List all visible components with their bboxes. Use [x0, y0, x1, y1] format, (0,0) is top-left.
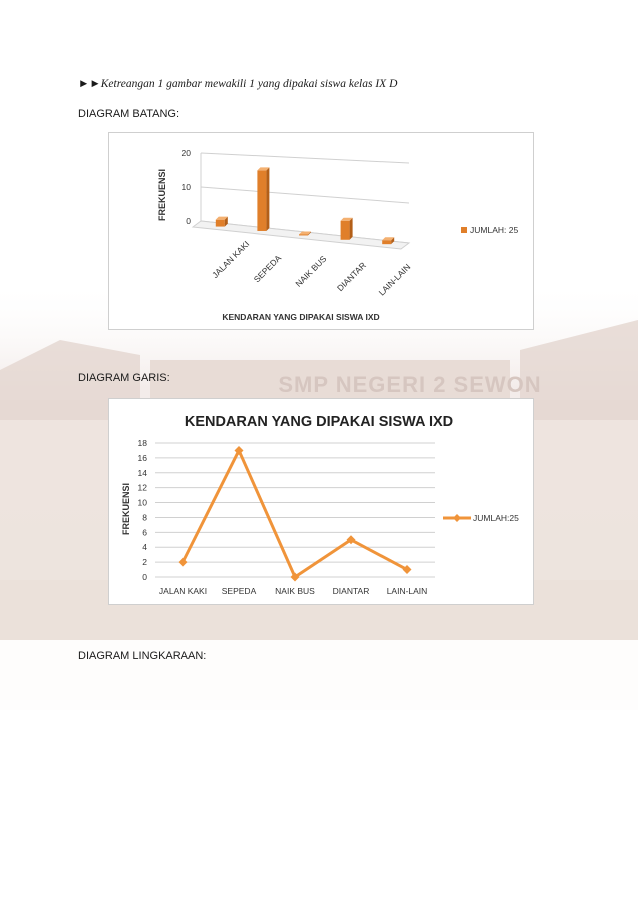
bar — [216, 217, 228, 227]
bar-front-face — [257, 170, 266, 231]
line-x-tick-label: SEPEDA — [221, 586, 257, 596]
bar-legend-label: JUMLAH: 25 — [470, 225, 519, 235]
bar-legend-swatch — [461, 227, 467, 233]
bar-front-face — [299, 234, 308, 235]
bar — [341, 218, 353, 240]
line-y-tick-label: 12 — [137, 482, 147, 493]
bar-side-face — [266, 167, 269, 231]
bar-x-tick-label: DIANTAR — [334, 260, 368, 294]
line-x-tick-label: NAIK BUS — [275, 586, 315, 596]
bar-y-tick-label: 10 — [181, 182, 191, 192]
bar-y-tick-label: 0 — [186, 216, 191, 226]
line-y-tick-label: 10 — [137, 497, 147, 508]
bar — [257, 167, 269, 231]
line-y-tick-label: 2 — [142, 557, 147, 568]
line-y-tick-label: 16 — [137, 452, 147, 463]
line-x-tick-label: LAIN-LAIN — [386, 586, 428, 596]
line-chart-title: KENDARAN YANG DIPAKAI SISWA IXD — [184, 414, 454, 430]
bar-gridline — [201, 187, 409, 203]
line-y-tick-label: 0 — [142, 572, 147, 582]
line-y-tick-label: 6 — [142, 527, 147, 538]
bar-gridline — [201, 153, 409, 163]
bar-chart-container — [108, 132, 534, 330]
line-y-tick-label: 14 — [137, 467, 147, 478]
line-y-tick-label: 8 — [142, 512, 147, 523]
bar-x-tick-label: SEPEDA — [251, 252, 284, 285]
legend-note — [78, 78, 397, 90]
bar-side-face — [350, 218, 353, 240]
bar-x-tick-label: NAIK BUS — [293, 253, 329, 289]
line-y-axis-label: FREKUENSI — [121, 482, 131, 536]
line-chart-container — [108, 398, 534, 605]
line-diagram-heading: DIAGRAM GARIS: — [78, 372, 170, 384]
bar-y-axis-label: FREKUENSI — [157, 168, 167, 222]
note-arrows: ►► — [78, 78, 101, 90]
bar-diagram-heading: DIAGRAM BATANG: — [78, 108, 180, 120]
bar-front-face — [382, 240, 391, 244]
school-sign-text: SMP NEGERI 2 SEWON — [278, 372, 542, 397]
bar-front-face — [216, 220, 225, 227]
line-legend-marker — [453, 514, 461, 522]
line-chart — [109, 399, 533, 604]
bar-x-axis-label: KENDARAN YANG DIPAKAI SISWA IXD — [222, 312, 380, 322]
note-text: Ketreangan 1 gambar mewakili 1 yang dipakai siswa kelas IX D — [100, 78, 398, 90]
line-y-tick-label: 4 — [142, 542, 147, 553]
bar-front-face — [341, 221, 350, 240]
pie-diagram-heading: DIAGRAM LINGKARAAN: — [78, 650, 207, 662]
line-x-tick-label: DIANTAR — [332, 586, 370, 596]
bar-x-tick-label: JALAN KAKI — [210, 238, 252, 280]
bar-y-tick-label: 20 — [181, 148, 191, 158]
bar-chart — [109, 133, 533, 329]
line-x-tick-label: JALAN KAKI — [158, 586, 208, 596]
line-legend-label: JUMLAH:25 — [473, 513, 519, 523]
line-series-path — [183, 450, 407, 577]
line-y-tick-label: 18 — [137, 438, 147, 448]
bar-x-tick-label: LAIN-LAIN — [376, 261, 413, 298]
